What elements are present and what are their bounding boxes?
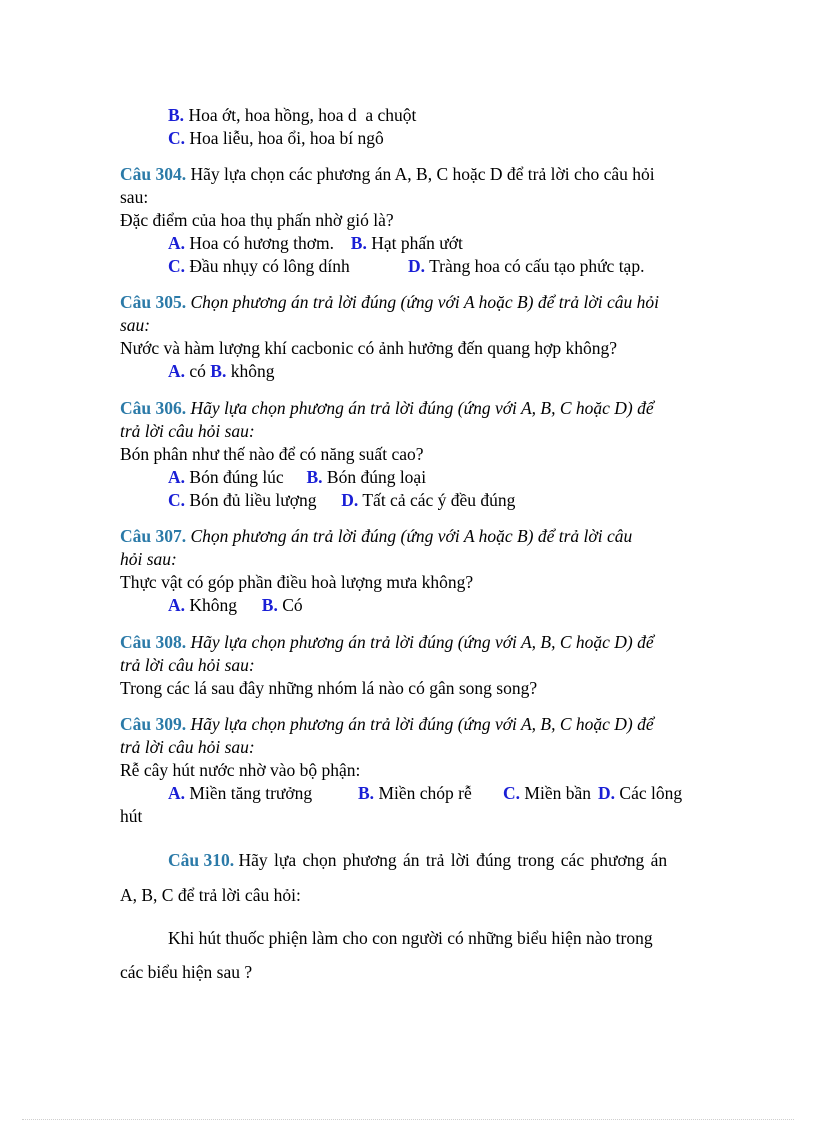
option-b xyxy=(358,782,472,804)
option-d xyxy=(408,255,644,277)
question-text-cont: các biểu hiện sau ? xyxy=(120,962,253,982)
option-label: C. xyxy=(503,783,521,803)
question-307-prompt xyxy=(120,525,632,547)
question-text: Nước và hàm lượng khí cacbonic có ảnh hưởng đến quang hợp không? xyxy=(120,338,618,358)
option-c xyxy=(168,127,384,149)
option-text: Miền tăng trưởng xyxy=(189,783,313,803)
question-prompt-cont: trả lời câu hỏi sau: xyxy=(120,655,255,675)
question-prompt: Hãy lựa chọn phương án trả lời đúng (ứng với A, B, C hoặc D) để xyxy=(190,714,654,734)
question-prompt-cont: hỏi sau: xyxy=(120,549,177,569)
option-label: A. xyxy=(168,595,186,615)
question-text: Khi hút thuốc phiện làm cho con người có những biểu hiện nào trong xyxy=(168,928,653,948)
option-text: Miền chóp rễ xyxy=(378,783,472,803)
option-text: Tràng hoa có cấu tạo phức tạp. xyxy=(429,256,645,276)
question-prompt: Hãy lựa chọn phương án trả lời đúng (ứng với A, B, C hoặc D) để xyxy=(190,398,654,418)
option-label: B. xyxy=(261,595,278,615)
option-label: A. xyxy=(168,783,186,803)
option-text: có xyxy=(189,361,206,381)
options-row xyxy=(168,594,303,616)
question-prompt-cont: trả lời câu hỏi sau: xyxy=(120,421,255,441)
question-label: Câu 304. xyxy=(120,164,187,184)
question-305-prompt xyxy=(120,291,659,313)
option-label: B. xyxy=(358,783,375,803)
option-label: B. xyxy=(210,361,227,381)
option-text: Bón đúng loại xyxy=(326,467,427,487)
option-text: không xyxy=(230,361,275,381)
option-label: C. xyxy=(168,128,186,148)
question-prompt: Hãy lựa chọn các phương án A, B, C hoặc D để trả lời cho câu hỏi xyxy=(190,164,655,184)
option-label: B. xyxy=(350,233,367,253)
question-310-prompt xyxy=(168,849,667,871)
option-text: Không xyxy=(189,595,238,615)
option-text: Hoa ớt, hoa hồng, hoa d a chuột xyxy=(188,105,417,125)
option-label: B. xyxy=(168,105,185,125)
option-text: Bón đúng lúc xyxy=(189,467,284,487)
question-text: Rễ cây hút nước nhờ vào bộ phận: xyxy=(120,760,361,780)
question-prompt: Hãy lựa chọn phương án trả lời đúng trong các phương án xyxy=(238,850,668,870)
question-text: Bón phân như thế nào để có năng suất cao? xyxy=(120,444,424,464)
question-309-prompt xyxy=(120,713,654,735)
options-row xyxy=(168,360,274,382)
question-prompt-cont: A, B, C để trả lời câu hỏi: xyxy=(120,885,301,905)
question-prompt: Hãy lựa chọn phương án trả lời đúng (ứng với A, B, C hoặc D) để xyxy=(190,632,654,652)
option-label: C. xyxy=(168,256,186,276)
option-text: Tất cả các ý đều đúng xyxy=(362,490,516,510)
option-c xyxy=(503,782,591,804)
option-text: Hạt phấn ướt xyxy=(371,233,463,253)
question-prompt: Chọn phương án trả lời đúng (ứng với A hoặc B) để trả lời câu xyxy=(190,526,633,546)
question-label: Câu 310. xyxy=(168,850,235,870)
question-label: Câu 306. xyxy=(120,398,187,418)
question-306-prompt xyxy=(120,397,654,419)
question-prompt-cont: sau: xyxy=(120,315,151,335)
question-prompt-cont: sau: xyxy=(120,187,149,207)
option-label: D. xyxy=(598,783,616,803)
question-prompt: Chọn phương án trả lời đúng (ứng với A hoặc B) để trả lời câu hỏi xyxy=(190,292,659,312)
option-label: D. xyxy=(341,490,359,510)
question-text: Đặc điểm của hoa thụ phấn nhờ gió là? xyxy=(120,210,394,230)
question-label: Câu 307. xyxy=(120,526,187,546)
question-label: Câu 305. xyxy=(120,292,187,312)
option-text: Các lông xyxy=(619,783,683,803)
options-row xyxy=(168,255,350,277)
option-a xyxy=(168,782,312,804)
question-304-prompt xyxy=(120,163,655,185)
option-text: Hoa liễu, hoa ổi, hoa bí ngô xyxy=(189,128,384,148)
option-text: Có xyxy=(282,595,303,615)
option-label: A. xyxy=(168,233,186,253)
question-308-prompt xyxy=(120,631,654,653)
option-label: A. xyxy=(168,361,186,381)
options-row xyxy=(168,466,426,488)
question-text: Trong các lá sau đây những nhóm lá nào có gân song song? xyxy=(120,678,538,698)
option-label: C. xyxy=(168,490,186,510)
option-text: Miền bần xyxy=(524,783,591,803)
options-row xyxy=(168,232,463,254)
page-footer-rule xyxy=(22,1119,794,1120)
option-b xyxy=(168,104,416,126)
option-label: D. xyxy=(408,256,426,276)
option-label: B. xyxy=(306,467,323,487)
option-text: Bón đủ liều lượng xyxy=(189,490,317,510)
option-d xyxy=(598,782,682,804)
options-row xyxy=(168,489,515,511)
question-label: Câu 309. xyxy=(120,714,187,734)
question-label: Câu 308. xyxy=(120,632,187,652)
option-d-cont: hút xyxy=(120,806,143,826)
option-text: Đầu nhụy có lông dính xyxy=(189,256,350,276)
question-text: Thực vật có góp phần điều hoà lượng mưa không? xyxy=(120,572,474,592)
option-text: Hoa có hương thơm. xyxy=(189,233,335,253)
question-prompt-cont: trả lời câu hỏi sau: xyxy=(120,737,255,757)
option-label: A. xyxy=(168,467,186,487)
